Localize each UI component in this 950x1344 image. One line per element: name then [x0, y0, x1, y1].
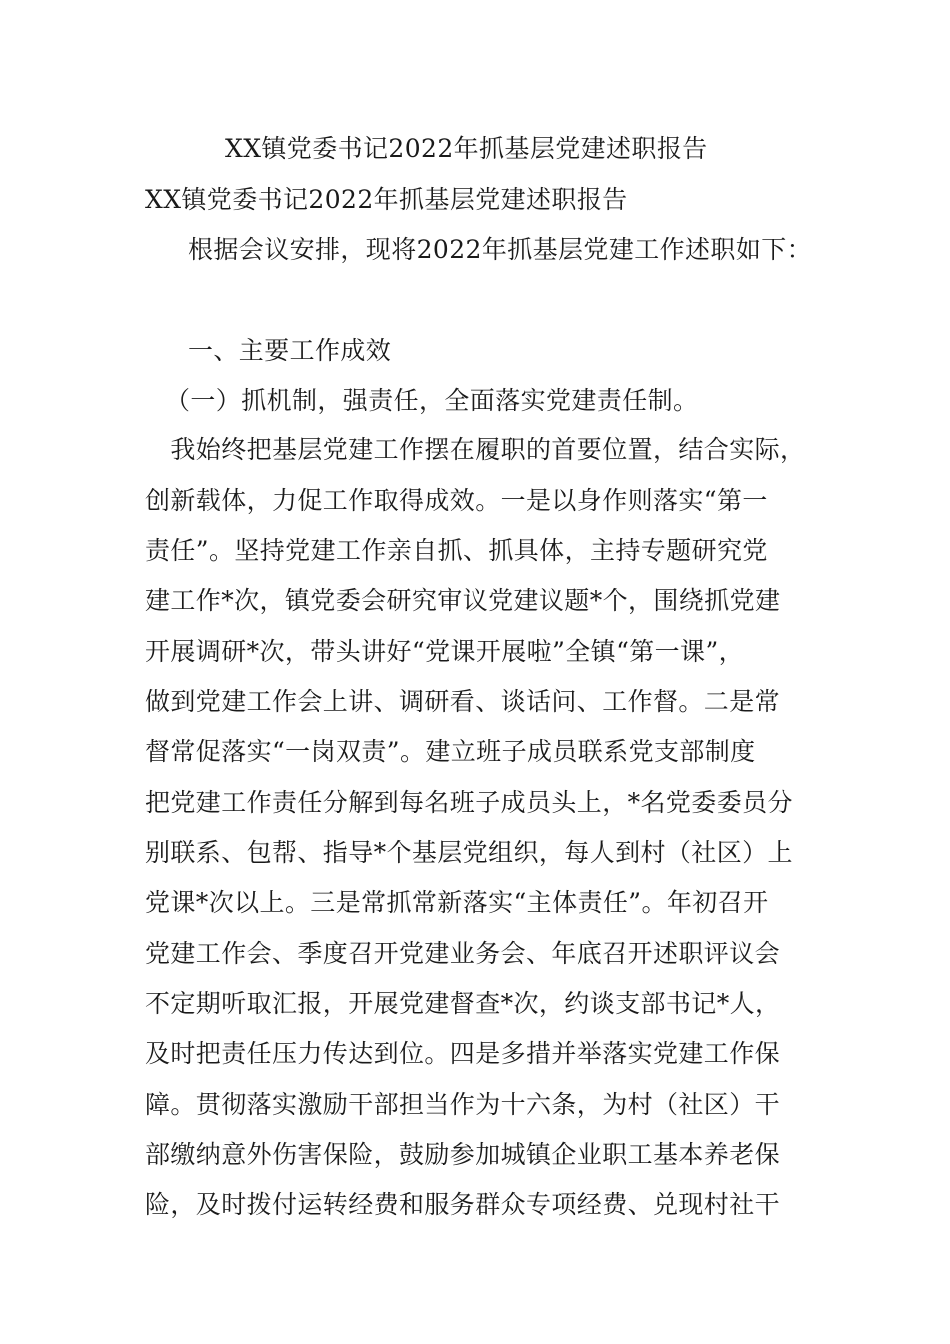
- body-line: 党建工作会、季度召开党建业务会、年底召开述职评议会: [145, 939, 781, 968]
- body-line: 及时把责任压力传达到位。四是多措并举落实党建工作保: [145, 1039, 781, 1068]
- body-line: 督常促落实“一岗双责”。建立班子成员联系党支部制度: [145, 737, 756, 766]
- body-line: 创新载体，力促工作取得成效。一是以身作则落实“第一: [145, 486, 768, 515]
- body-line: 建工作*次，镇党委会研究审议党建议题*个，围绕抓党建: [145, 586, 781, 615]
- body-line: 不定期听取汇报，开展党建督查*次，约谈支部书记*人，: [145, 989, 781, 1018]
- body-line: 开展调研*次，带头讲好“党课开展啦”全镇“第一课”，: [145, 637, 745, 666]
- body-line: 我始终把基层党建工作摆在履职的首要位置，结合实际，: [145, 435, 806, 464]
- body-line: 责任”。坚持党建工作亲自抓、抓具体，主持专题研究党: [145, 536, 768, 565]
- intro-paragraph: 根据会议安排，现将2022年抓基层党建工作述职如下：: [188, 235, 813, 264]
- body-line: 障。贯彻落实激励干部担当作为十六条，为村（社区）干: [145, 1090, 781, 1119]
- body-line: 险，及时拨付运转经费和服务群众专项经费、兑现村社干: [145, 1190, 781, 1219]
- body-line: 别联系、包帮、指导*个基层党组织，每人到村（社区）上: [145, 838, 793, 867]
- body-line: 把党建工作责任分解到每名班子成员头上，*名党委委员分: [145, 788, 793, 817]
- document-title-left: XX镇党委书记2022年抓基层党建述职报告: [145, 185, 628, 214]
- body-line: 做到党建工作会上讲、调研看、谈话问、工作督。二是常: [145, 687, 781, 716]
- document-title-centered: XX镇党委书记2022年抓基层党建述职报告: [225, 134, 708, 163]
- body-line: 党课*次以上。三是常抓常新落实“主体责任”。年初召开: [145, 888, 769, 917]
- section-heading: 一、主要工作成效: [188, 336, 392, 365]
- subsection-heading: （一）抓机制，强责任，全面落实党建责任制。: [165, 386, 699, 415]
- body-line: 部缴纳意外伤害保险，鼓励参加城镇企业职工基本养老保: [145, 1140, 781, 1169]
